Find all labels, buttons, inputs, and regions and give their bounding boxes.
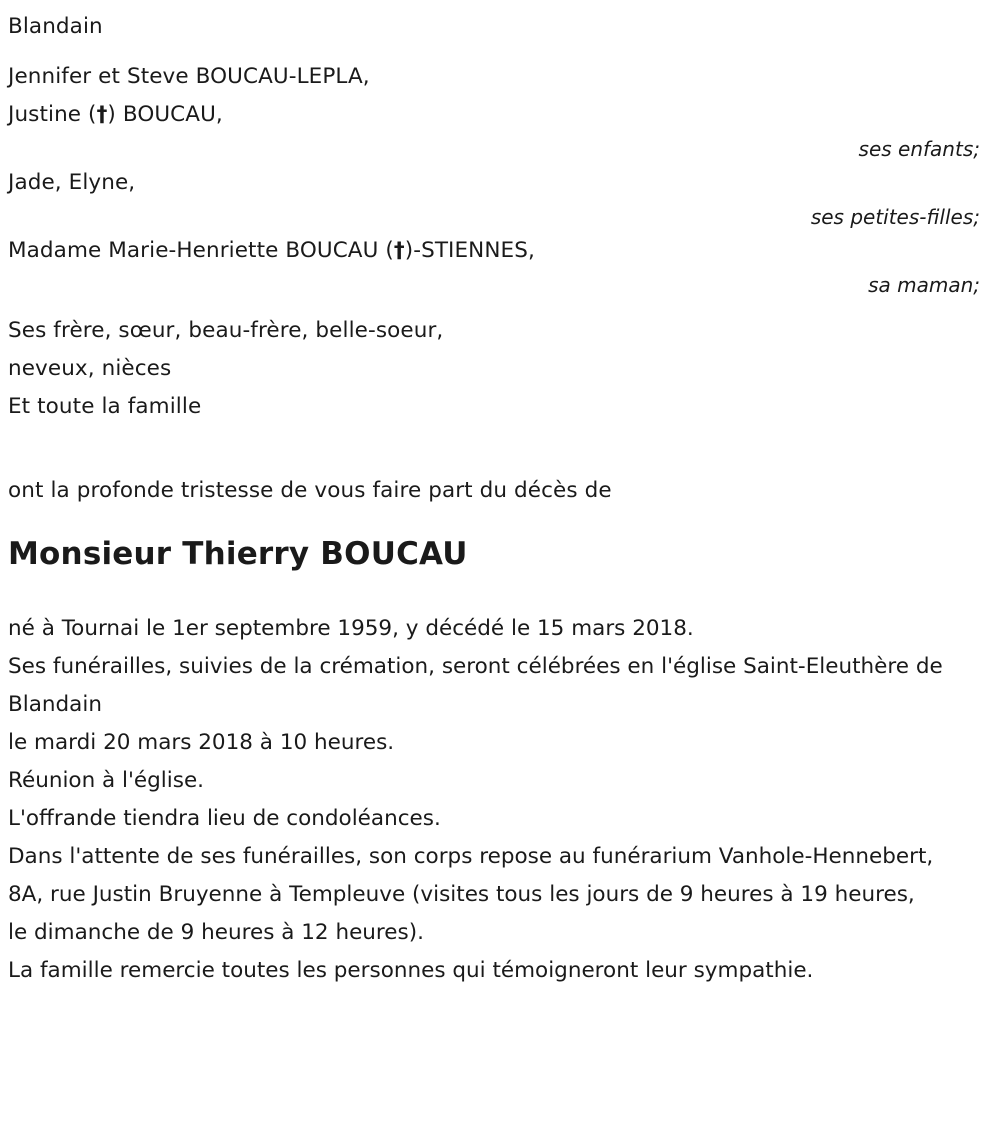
offering-info: L'offrande tiendra lieu de condoléances. [8, 806, 441, 831]
children-relation-label: ses enfants; [858, 137, 980, 161]
spacer [8, 576, 990, 610]
announcement-intro: ont la profonde tristesse de vous faire part du décès de [8, 478, 612, 503]
grandchildren-relation-label: ses petites-filles; [810, 205, 980, 229]
relatives-line-1: Ses frère, sœur, beau-frère, belle-soeur, [8, 318, 444, 343]
relatives-line-3: Et toute la famille [8, 394, 202, 419]
child-name-1: Jennifer et Steve BOUCAU-LEPLA, [8, 64, 370, 89]
mother-relation-label: sa maman; [868, 273, 980, 297]
spacer [8, 426, 990, 472]
thanks-message: La famille remercie toutes les personnes qui témoigneront leur sympathie. [8, 958, 814, 983]
gathering-info: Réunion à l'église. [8, 768, 205, 793]
birth-death-info: né à Tournai le 1er septembre 1959, y décédé le 15 mars 2018. [8, 616, 694, 641]
spacer [8, 300, 990, 312]
mother-name: Madame Marie-Henriette BOUCAU (†)-STIENNES, [8, 238, 535, 263]
grandchild-names: Jade, Elyne, [8, 170, 136, 195]
spacer [8, 46, 990, 58]
deceased-name: Monsieur Thierry BOUCAU [8, 536, 468, 572]
dagger-icon: † [393, 238, 405, 263]
dagger-icon: † [96, 102, 108, 127]
repose-info: Dans l'attente de ses funérailles, son corps repose au funérarium Vanhole-Hennebert, 8A, rue Justin Bruyenne à Templeuve (visites tous les jours de 9 heures à 19 heures, le dimanche de 9 heures à 12 heures). [8, 844, 934, 945]
relatives-line-2: neveux, nièces [8, 356, 172, 381]
funeral-datetime: le mardi 20 mars 2018 à 10 heures. [8, 730, 395, 755]
locality-line: Blandain [8, 14, 103, 39]
spacer [8, 510, 990, 532]
child-name-2: Justine (†) BOUCAU, [8, 102, 223, 127]
funeral-service-info: Ses funérailles, suivies de la crémation, seront célébrées en l'église Saint-Eleuthère de Blandain [8, 654, 943, 717]
